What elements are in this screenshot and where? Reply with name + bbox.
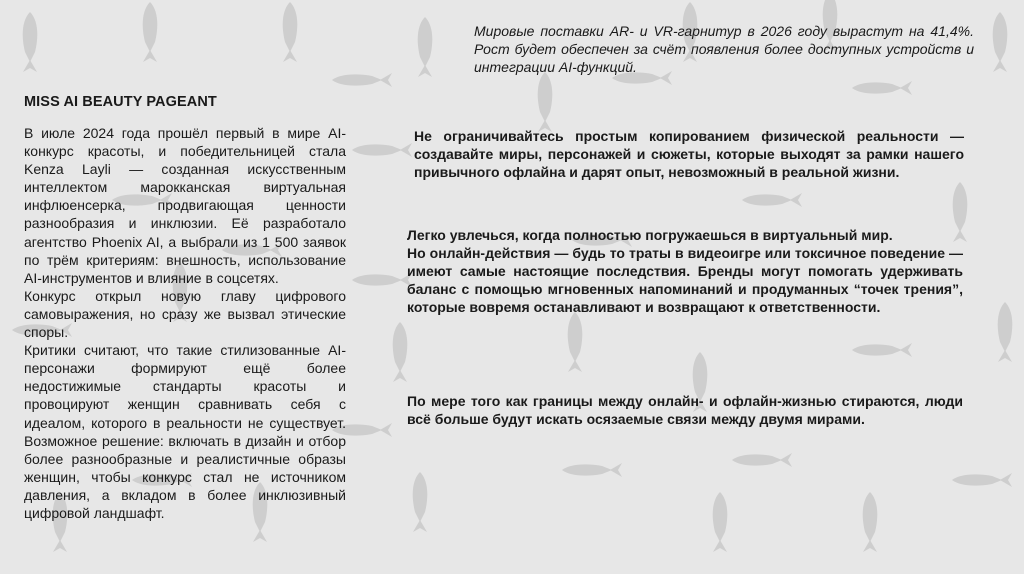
- insight-paragraph-1: Не ограничивайтесь простым копированием физической реальности — создавайте миры, персонажей и сюжеты, которые выходят за рамки нашего привычного офлайна и дарят опыт, невозможный в реальной жизни.: [414, 128, 964, 180]
- insight-paragraph-2: [407, 226, 963, 316]
- body-paragraph-2: Конкурс открыл новую главу цифрового самовыражения, но сразу же вызвал этические споры.: [24, 287, 346, 341]
- body-paragraph-3: Критики считают, что такие стилизованные AI-персонажи формируют ещё более недостижимые стандарты красоты и провоцируют женщин сравнивать себя с идеалом, которого в реальности не существует. Возможное решение: включать в дизайн и отбор более разнообразные и реалистичные образы женщин, чтобы конкурс стал не источником давления, а вкладом в более инклюзивный цифровой ландшафт.: [24, 342, 346, 521]
- left-column: [24, 94, 346, 522]
- body-paragraph-1: В июле 2024 года прошёл первый в мире AI-конкурс красоты, и победительницей стала Kenza Layli — созданная искусственным интеллектом марокканская виртуальная инфлюенсерка, продвигающая ценности разнообразия и инклюзии. Её разработало агентство Phoenix AI, а выбрали из 1 500 заявок по трём критериям: внешность, использование AI-инструментов и влияние в соцсетях.: [24, 125, 346, 286]
- section-title: MISS AI BEAUTY PAGEANT: [24, 94, 217, 110]
- insight-paragraph-3: По мере того как границы между онлайн- и офлайн-жизнью стираются, люди всё больше будут искать осязаемые связи между двумя мирами.: [407, 393, 963, 427]
- insight-lead-line: Легко увлечься, когда полностью погружаешься в виртуальный мир.: [407, 227, 893, 243]
- top-note: Мировые поставки AR- и VR-гарнитур в 2026 году вырастут на 41,4%. Рост будет обеспечен за счёт появления более доступных устройств и интеграции AI-функций.: [474, 23, 974, 75]
- insight-body: Но онлайн-действия — будь то траты в видеоигре или токсичное поведение — имеют самые настоящие последствия. Бренды могут помогать удерживать баланс с помощью мгновенных напоминаний и продуманных “точек трения”, которые вовремя останавливают и возвращают к ответственности.: [407, 245, 963, 315]
